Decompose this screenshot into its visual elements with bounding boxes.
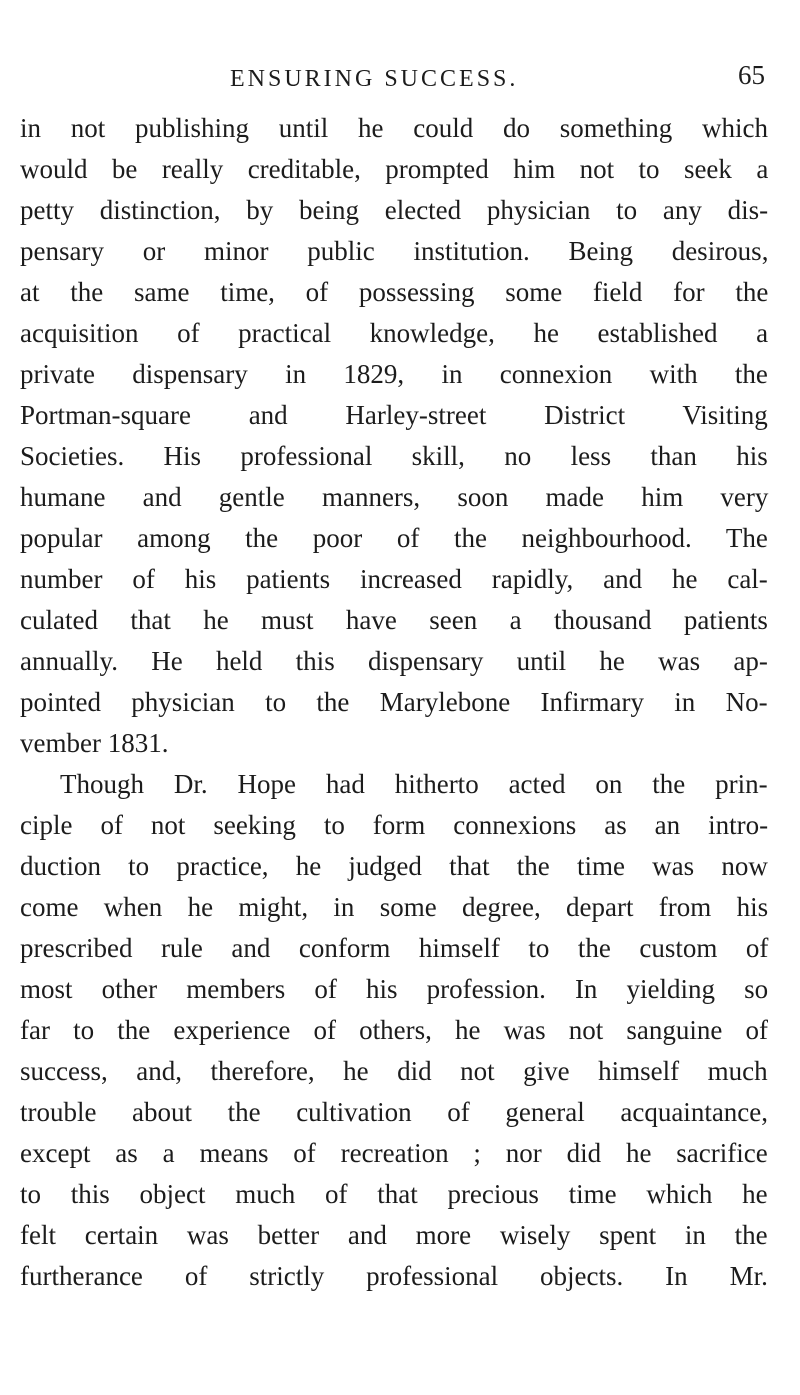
text-line: acquisition of practical knowledge, he established a	[20, 318, 769, 348]
text-line: except as a means of recreation ; nor did he sacrifice	[20, 1138, 768, 1168]
text-line: success, and, therefore, he did not give himself much	[20, 1056, 768, 1086]
text-line: prescribed rule and conform himself to the custom of	[20, 933, 769, 963]
text-line: number of his patients increased rapidly, and he cal-	[20, 564, 768, 594]
text-line: would be really creditable, prompted him not to seek a	[20, 154, 769, 184]
text-line: at the same time, of possessing some field for the	[20, 277, 769, 307]
text-line: Though Dr. Hope had hitherto acted on the prin-	[60, 769, 768, 799]
text-line: pointed physician to the Marylebone Infirmary in No-	[20, 687, 768, 717]
text-line: private dispensary in 1829, in connexion with the	[20, 359, 768, 389]
text-line: humane and gentle manners, soon made him very	[20, 482, 769, 512]
text-line: duction to practice, he judged that the time was now	[20, 851, 768, 881]
text-line: Portman-square and Harley-street District Visiting	[20, 400, 768, 430]
text-line: culated that he must have seen a thousand patients	[20, 605, 768, 635]
text-line: furtherance of strictly professional objects. In Mr.	[20, 1261, 768, 1291]
text-line: pensary or minor public institution. Being desirous,	[20, 236, 769, 266]
text-line: far to the experience of others, he was not sanguine of	[20, 1015, 769, 1045]
text-line: Societies. His professional skill, no less than his	[20, 441, 768, 471]
text-line: come when he might, in some degree, depart from his	[20, 892, 769, 922]
page-number: 65	[738, 60, 765, 90]
text-line: most other members of his profession. In yielding so	[20, 974, 769, 1004]
text-line: petty distinction, by being elected physician to any dis-	[20, 195, 769, 225]
text-line: to this object much of that precious time which he	[20, 1179, 768, 1209]
text-line: annually. He held this dispensary until he was ap-	[20, 646, 768, 676]
running-head: ENSURING SUCCESS.	[230, 66, 519, 92]
text-line: popular among the poor of the neighbourhood. The	[20, 523, 768, 553]
text-line: ciple of not seeking to form connexions as an intro-	[20, 810, 769, 840]
text-line: vember 1831.	[20, 728, 169, 758]
text-line: in not publishing until he could do something which	[20, 113, 768, 143]
text-line: trouble about the cultivation of general acquaintance,	[20, 1097, 769, 1127]
text-line: felt certain was better and more wisely spent in the	[20, 1220, 768, 1250]
